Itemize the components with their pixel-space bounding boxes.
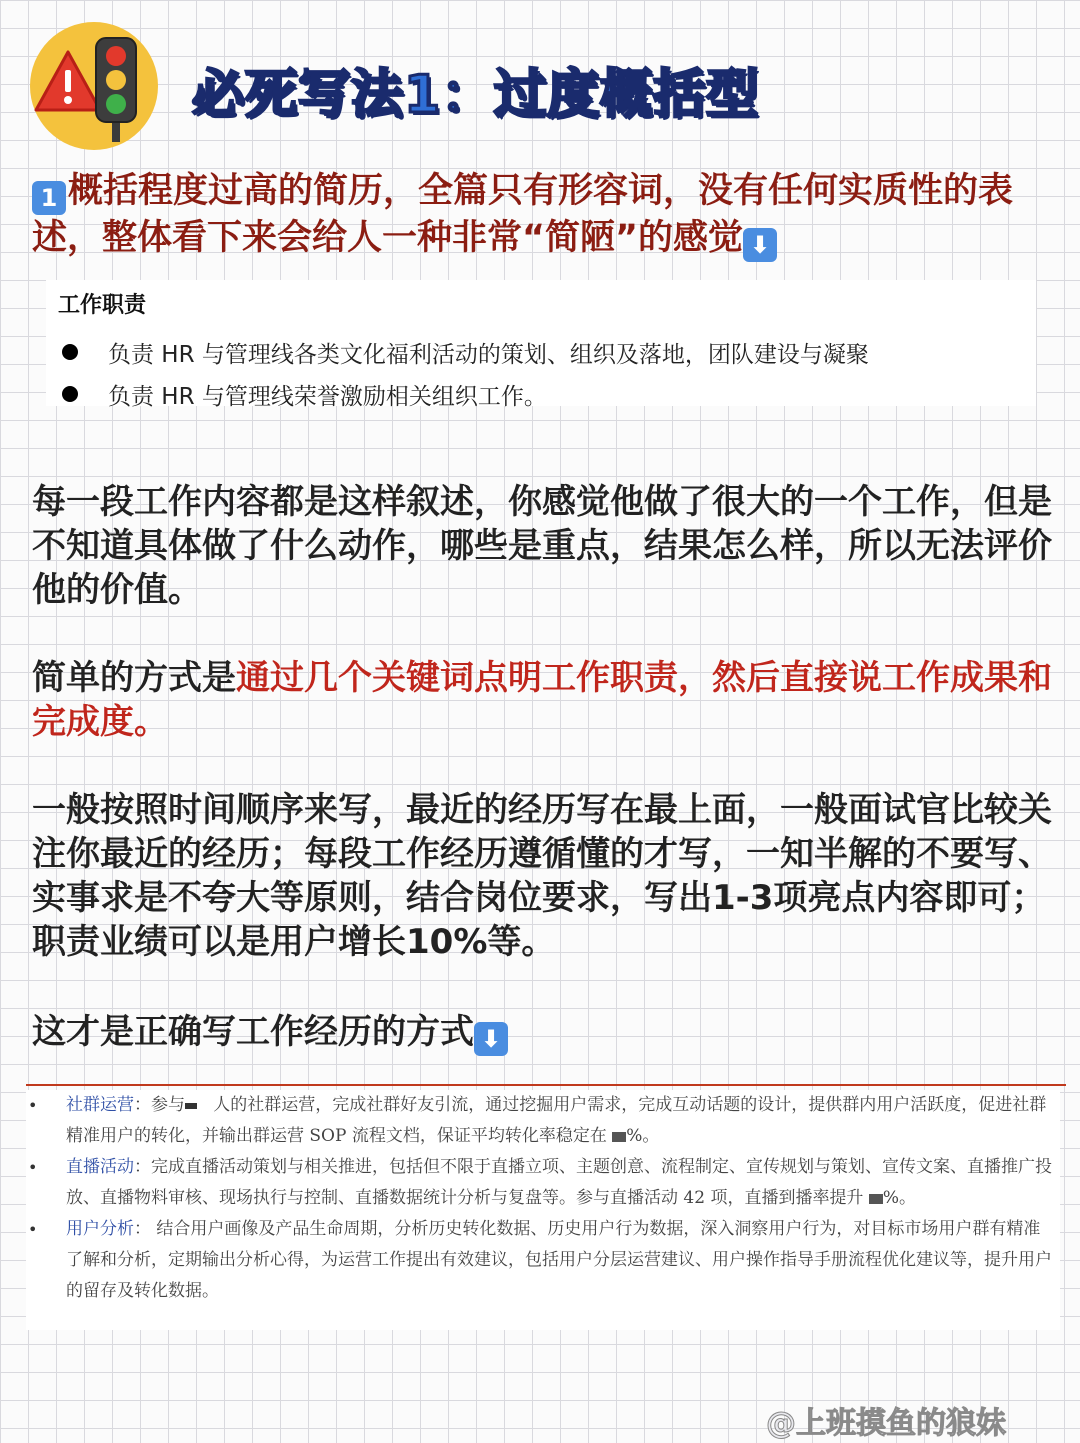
experience-text: %。 [882,1188,916,1208]
good-example-snippet [26,1090,1060,1330]
paragraph-correct-way [32,1010,1052,1056]
experience-item [26,1214,1060,1307]
experience-text: ：参与 [134,1095,185,1115]
down-arrow-icon: ⬇ [474,1022,508,1056]
redaction-mark [185,1103,197,1109]
bullet-dot-icon [62,386,78,402]
bullet-icon: • [28,1158,38,1177]
bullet-icon: • [28,1096,38,1115]
correct-way-text: 这才是正确写工作经历的方式 [32,1012,474,1052]
redaction-mark [612,1132,626,1142]
experience-key: 社群运营 [66,1095,134,1115]
header-logo [30,22,158,150]
bad-example-snippet [46,280,1036,410]
method-prefix: 简单的方式是 [32,658,236,698]
experience-key: 用户分析 [66,1219,134,1239]
snippet-bullet-text: 负责 HR 与管理线各类文化福利活动的策划、组织及落地，团队建设与凝聚 [108,341,869,368]
number-one-badge: 1 [32,181,66,215]
experience-item [26,1152,1060,1214]
snippet-heading: 工作职责 [58,293,147,318]
paragraph-guideline: 一般按照时间顺序来写，最近的经历写在最上面，一般面试官比较关注你最近的经历；每段工作经历遵循懂的才写，一知半解的不要写、实事求是不夸大等原则，结合岗位要求，写出1-3项亮点内容即可；职责业绩可以是用户增长10%等。 [32,790,1052,962]
intro-body: 概括程度过高的简历，全篇只有形容词，没有任何实质性的表述，整体看下来会给人一种非常“简陋”的感觉 [32,171,1014,258]
paragraph-explanation: 每一段工作内容都是这样叙述，你感觉他做了很大的一个工作，但是不知道具体做了什么动作，哪些是重点，结果怎么样，所以无法评价他的价值。 [32,482,1052,610]
snippet-bullet-text: 负责 HR 与管理线荣誉激励相关组织工作。 [108,383,547,410]
traffic-light-icon [30,22,158,150]
page-title: 必死写法1：过度概括型 [192,65,760,125]
watermark: @上班摸鱼的狼妹 [766,1406,1006,1441]
bullet-icon: • [28,1220,38,1239]
experience-text: ：完成直播活动策划与相关推进，包括但不限于直播立项、主题创意、流程制定、宣传规划与策划、宣传文案、直播推广投放、直播物料审核、现场执行与控制、直播数据统计分析与复盘等。参与直播活动 42 项，直播到播率提升 [66,1157,1052,1208]
divider [26,1084,1066,1086]
snippet-bullet [58,373,1024,415]
method-highlight: 通过几个关键词点明工作职责，然后直接说工作成果和完成度。 [32,658,1052,742]
experience-item [26,1090,1060,1152]
intro-text [32,168,1052,262]
snippet-bullet [58,331,1024,373]
bullet-dot-icon [62,344,78,360]
redaction-mark [869,1194,883,1204]
experience-key: 直播活动 [66,1157,134,1177]
paragraph-method [32,656,1052,744]
experience-text: ： 结合用户画像及产品生命周期，分析历史转化数据、历史用户行为数据，深入洞察用户行为，对目标市场用户群有精准了解和分析，定期输出分析心得，为运营工作提出有效建议，包括用户分层运营建议、用户操作指导手册流程优化建议等，提升用户的留存及转化数据。 [66,1219,1052,1301]
experience-text: %。 [626,1126,660,1146]
down-arrow-icon: ⬇ [743,228,777,262]
experience-text: 人的社群运营，完成社群好友引流，通过挖掘用户需求，完成互动话题的设计，提供群内用户活跃度，促进社群精准用户的转化，并输出群运营 SOP 流程文档，保证平均转化率稳定在 [66,1095,1047,1146]
